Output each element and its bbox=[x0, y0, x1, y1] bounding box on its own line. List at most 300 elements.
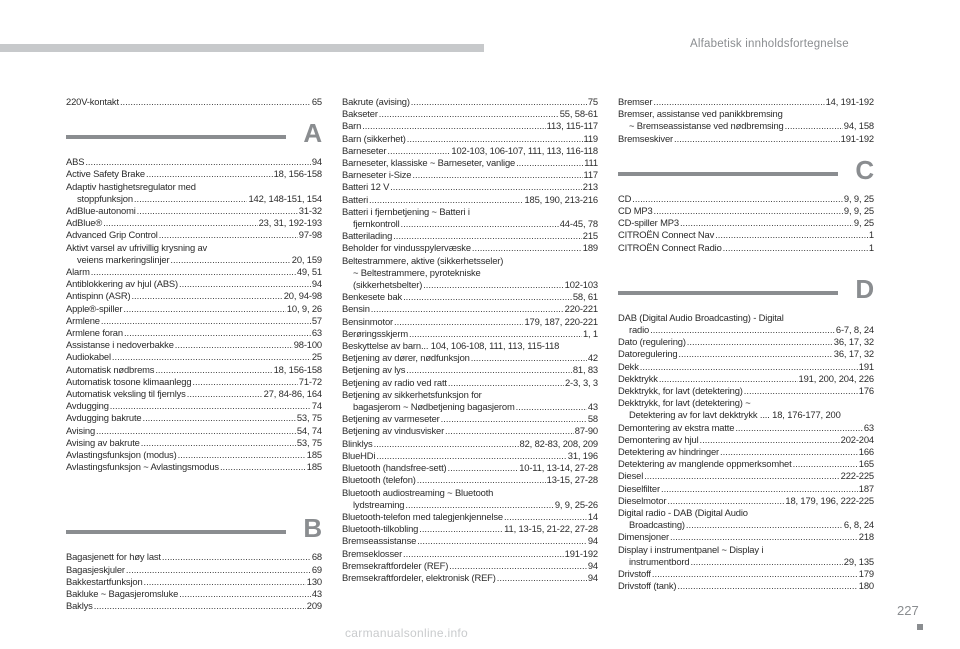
entry-text: Barneseter i-Size bbox=[342, 169, 412, 181]
dot-leader bbox=[632, 193, 843, 205]
index-entry: DAB (Digital Audio Broadcasting) - Digital bbox=[618, 311, 784, 323]
index-entry bbox=[66, 229, 322, 241]
index-entry bbox=[342, 108, 598, 120]
index-entry bbox=[66, 156, 322, 168]
index-entry bbox=[618, 96, 874, 108]
entry-text: Baklys bbox=[66, 600, 93, 612]
index-entry bbox=[342, 377, 598, 389]
dot-leader bbox=[371, 303, 564, 315]
index-entry bbox=[618, 229, 874, 241]
entry-pages: 185 bbox=[306, 449, 322, 461]
index-column-3 bbox=[618, 96, 874, 593]
entry-pages: 10-11, 13-14, 27-28 bbox=[519, 462, 598, 474]
index-entry bbox=[618, 324, 874, 336]
entry-text: Barn (sikkerhet) bbox=[342, 132, 406, 144]
dot-leader bbox=[653, 96, 824, 108]
index-entry: Batteri i fjernbetjening ~ Batteri i bbox=[342, 205, 470, 217]
entry-pages: 209 bbox=[306, 600, 322, 612]
entry-pages: 42 bbox=[587, 352, 598, 364]
index-entry bbox=[342, 560, 598, 572]
dot-leader bbox=[659, 373, 798, 385]
section-letter: D bbox=[855, 273, 874, 304]
index-entry bbox=[342, 194, 598, 206]
watermark: carmanualsonline.info bbox=[345, 626, 469, 640]
entry-pages: 166 bbox=[858, 446, 874, 458]
section-letter: A bbox=[303, 118, 322, 149]
index-entry bbox=[342, 535, 598, 547]
dot-leader bbox=[137, 205, 298, 217]
section-divider bbox=[66, 135, 286, 139]
index-entry bbox=[618, 580, 874, 592]
entry-pages: 187 bbox=[858, 482, 874, 494]
entry-text: Avising bbox=[66, 424, 96, 436]
dot-leader bbox=[110, 400, 311, 412]
entry-text: Dekktrykk, for lavt (detektering) bbox=[618, 385, 743, 397]
entry-pages: 6, 8, 24 bbox=[843, 519, 874, 531]
dot-leader bbox=[192, 376, 297, 388]
entry-group bbox=[618, 96, 874, 145]
entry-pages: 1 bbox=[868, 241, 874, 253]
entry-text: Bluetooth (telefon) bbox=[342, 474, 416, 486]
entry-text: Dieselmotor bbox=[618, 494, 667, 506]
dot-leader bbox=[403, 548, 564, 560]
entry-group bbox=[618, 193, 874, 254]
dot-leader bbox=[407, 133, 583, 145]
entry-group bbox=[66, 551, 322, 612]
entry-text: instrumentbord bbox=[629, 555, 690, 567]
index-entry bbox=[66, 339, 322, 351]
section-divider bbox=[66, 530, 286, 534]
entry-text: veiens markeringslinjer bbox=[77, 253, 170, 265]
dot-leader bbox=[103, 217, 257, 229]
index-column-2 bbox=[342, 96, 598, 584]
entry-pages: 68 bbox=[311, 551, 322, 563]
entry-pages: 20, 94-98 bbox=[283, 290, 322, 302]
index-entry bbox=[618, 434, 874, 446]
entry-pages: 74 bbox=[311, 400, 322, 412]
entry-pages: 54, 74 bbox=[296, 424, 322, 436]
entry-group bbox=[66, 156, 322, 473]
entry-text: Batteri bbox=[342, 193, 369, 205]
entry-pages: 9, 9, 25-26 bbox=[554, 498, 598, 510]
entry-pages: 1 bbox=[868, 229, 874, 241]
dot-leader bbox=[91, 266, 296, 278]
index-entry bbox=[66, 437, 322, 449]
index-entry bbox=[618, 373, 874, 385]
entry-text: Bremsekraftfordeler, elektronisk (REF) bbox=[342, 571, 496, 583]
entry-pages: 25 bbox=[311, 351, 322, 363]
index-entry bbox=[342, 511, 598, 523]
index-entry bbox=[342, 218, 598, 230]
index-entry bbox=[66, 351, 322, 363]
dot-leader bbox=[700, 434, 840, 446]
entry-pages: 9, 9, 25 bbox=[843, 205, 874, 217]
index-entry bbox=[66, 290, 322, 302]
entry-pages: 102-103 bbox=[564, 279, 598, 291]
entry-text: CITROËN Connect Nav bbox=[618, 229, 715, 241]
entry-pages: 97-98 bbox=[298, 229, 322, 241]
entry-pages: 191 bbox=[858, 360, 874, 372]
index-entry bbox=[66, 388, 322, 400]
index-entry bbox=[66, 461, 322, 473]
index-entry bbox=[342, 328, 598, 340]
entry-pages: 23, 31, 192-193 bbox=[258, 217, 322, 229]
entry-text: Betjening av varmeseter bbox=[342, 413, 440, 425]
entry-text: Bremser bbox=[618, 96, 653, 107]
dot-leader bbox=[141, 437, 296, 449]
dot-leader bbox=[445, 425, 574, 437]
entry-pages: 27, 84-86, 164 bbox=[263, 388, 322, 400]
index-entry bbox=[618, 422, 874, 434]
entry-pages: 63 bbox=[311, 327, 322, 339]
entry-pages: 75 bbox=[587, 96, 598, 107]
entry-pages: 119 bbox=[583, 132, 598, 144]
entry-pages: 98-100 bbox=[293, 339, 322, 351]
dot-leader bbox=[126, 564, 311, 576]
entry-text: Demontering av hjul bbox=[618, 433, 699, 445]
entry-text: CD-spiller MP3 bbox=[618, 217, 679, 229]
index-entry bbox=[618, 470, 874, 482]
entry-text: Bluetooth (handsfree-sett) bbox=[342, 462, 447, 474]
entry-pages: 82, 82-83, 208, 209 bbox=[519, 437, 598, 449]
index-entry bbox=[618, 519, 874, 531]
entry-pages: 31-32 bbox=[298, 205, 322, 217]
dot-leader bbox=[720, 446, 858, 458]
entry-pages: 10, 9, 26 bbox=[286, 302, 322, 314]
index-entry bbox=[342, 499, 598, 511]
entry-pages: 53, 75 bbox=[296, 436, 322, 448]
entry-text: Bremseklosser bbox=[342, 547, 403, 559]
entry-text: Dieselfilter bbox=[618, 482, 660, 494]
entry-pages: 9, 9, 25 bbox=[843, 192, 874, 204]
entry-text: Detektering av hindringer bbox=[618, 446, 719, 458]
dot-leader bbox=[723, 242, 868, 254]
index-entry bbox=[342, 120, 598, 132]
entry-pages: 44-45, 78 bbox=[559, 218, 598, 230]
index-entry bbox=[618, 336, 874, 348]
dot-leader bbox=[134, 193, 248, 205]
index-entry bbox=[66, 400, 322, 412]
index-entry: Bremser, assistanse ved panikkbremsing bbox=[618, 108, 783, 120]
entry-pages: 165 bbox=[858, 458, 874, 470]
dot-leader bbox=[179, 278, 311, 290]
dot-leader bbox=[390, 181, 582, 193]
entry-pages: 9, 25 bbox=[853, 217, 874, 229]
entry-pages: 142, 148-151, 154 bbox=[248, 192, 322, 204]
entry-pages: 94, 158 bbox=[843, 120, 874, 132]
index-entry bbox=[66, 96, 322, 108]
entry-pages: 14, 191-192 bbox=[825, 96, 874, 107]
entry-text: AdBlue-autonomi bbox=[66, 205, 136, 217]
entry-pages: 218 bbox=[858, 531, 874, 543]
entry-pages: 55, 58-61 bbox=[559, 108, 598, 120]
entry-pages: 81, 83 bbox=[572, 364, 598, 376]
index-entry bbox=[618, 217, 874, 229]
entry-text: Bakkestartfunksjon bbox=[66, 575, 143, 587]
entry-pages: 53, 75 bbox=[296, 412, 322, 424]
dot-leader bbox=[419, 523, 503, 535]
entry-pages: 1, 1 bbox=[582, 327, 598, 339]
dot-leader bbox=[504, 511, 587, 523]
index-entry bbox=[618, 361, 874, 373]
dot-leader bbox=[652, 568, 858, 580]
dot-leader bbox=[85, 156, 311, 168]
index-entry bbox=[66, 449, 322, 461]
entry-text: Active Safety Brake bbox=[66, 168, 145, 180]
index-entry bbox=[66, 303, 322, 315]
section-header-a bbox=[66, 118, 322, 152]
dot-leader bbox=[179, 588, 311, 600]
section-letter: B bbox=[303, 513, 322, 544]
entry-pages: 191, 200, 204, 226 bbox=[798, 372, 874, 384]
entry-pages: 185, 190, 213-216 bbox=[524, 193, 598, 205]
entry-pages: 18, 156-158 bbox=[273, 363, 322, 375]
index-entry bbox=[618, 458, 874, 470]
index-entry: Display i instrumentpanel ~ Display i bbox=[618, 543, 764, 555]
dot-leader bbox=[735, 422, 863, 434]
entry-text: Avlastingsfunksjon ~ Avlastingsmodus bbox=[66, 461, 219, 473]
dot-leader bbox=[785, 120, 843, 132]
dot-leader bbox=[687, 336, 833, 348]
dot-leader bbox=[401, 218, 559, 230]
section-divider bbox=[618, 172, 838, 176]
entry-text: Benkesete bak bbox=[342, 291, 403, 303]
dot-leader bbox=[123, 303, 285, 315]
dot-leader bbox=[670, 531, 858, 543]
dot-leader bbox=[162, 551, 311, 563]
entry-text: Bluetooth-tilkobling bbox=[342, 523, 419, 535]
dot-leader bbox=[94, 600, 306, 612]
dot-leader bbox=[362, 120, 545, 132]
dot-leader bbox=[374, 438, 519, 450]
entry-text: lydstreaming bbox=[353, 498, 405, 510]
dot-leader bbox=[155, 364, 272, 376]
index-entry bbox=[342, 291, 598, 303]
dot-leader bbox=[650, 324, 835, 336]
dot-leader bbox=[441, 413, 587, 425]
entry-pages: 179 bbox=[858, 568, 874, 580]
index-entry bbox=[66, 364, 322, 376]
dot-leader bbox=[423, 279, 563, 291]
dot-leader bbox=[403, 291, 572, 303]
entry-text: Dekk bbox=[618, 360, 639, 372]
entry-text: Diesel bbox=[618, 470, 644, 482]
entry-pages: 11, 13-15, 21-22, 27-28 bbox=[504, 523, 598, 535]
index-entry: Beltestrammere, aktive (sikkerhetsseler) bbox=[342, 254, 504, 266]
entry-text: Dekktrykk bbox=[618, 372, 658, 384]
entry-group bbox=[618, 312, 874, 593]
index-entry: Beskyttelse av barn... 104, 106-108, 111, 113, 115-118 bbox=[342, 340, 560, 352]
index-entry bbox=[342, 157, 598, 169]
entry-text: Drivstoff bbox=[618, 568, 651, 580]
dot-leader bbox=[644, 470, 839, 482]
entry-pages: 222-225 bbox=[840, 470, 874, 482]
section-letter: C bbox=[855, 154, 874, 185]
index-entry bbox=[342, 548, 598, 560]
index-entry bbox=[342, 181, 598, 193]
entry-text: Bensin bbox=[342, 303, 370, 315]
index-entry bbox=[618, 120, 874, 132]
index-entry bbox=[618, 568, 874, 580]
entry-pages: 191-192 bbox=[840, 132, 874, 144]
index-entry bbox=[66, 412, 322, 424]
entry-text: Drivstoff (tank) bbox=[618, 580, 677, 592]
index-entry bbox=[618, 556, 874, 568]
dot-leader bbox=[124, 327, 311, 339]
entry-text: Avlastingsfunksjon (modus) bbox=[66, 449, 177, 461]
entry-pages: 215 bbox=[582, 230, 598, 242]
index-entry bbox=[342, 450, 598, 462]
entry-pages: 58, 61 bbox=[572, 291, 598, 303]
entry-pages: 176 bbox=[858, 385, 874, 397]
entry-text: Avising av bakrute bbox=[66, 436, 140, 448]
dot-leader bbox=[379, 108, 559, 120]
entry-pages: 94 bbox=[311, 156, 322, 168]
entry-text: Dimensjoner bbox=[618, 531, 669, 543]
dot-leader bbox=[744, 385, 858, 397]
entry-text: Automatisk nødbrems bbox=[66, 363, 155, 375]
entry-text: radio bbox=[629, 324, 650, 336]
entry-pages: 87-90 bbox=[574, 425, 598, 437]
index-entry: ~ Beltestrammere, pyrotekniske bbox=[353, 266, 481, 278]
entry-text: Assistanse i nedoverbakke bbox=[66, 339, 174, 351]
entry-pages: 13-15, 27-28 bbox=[546, 474, 598, 486]
index-entry bbox=[342, 462, 598, 474]
entry-text: CITROËN Connect Radio bbox=[618, 241, 722, 253]
index-entry bbox=[618, 133, 874, 145]
index-entry bbox=[342, 169, 598, 181]
entry-pages: 111 bbox=[584, 157, 598, 169]
entry-text: Bakseter bbox=[342, 108, 378, 120]
entry-text: fjernkontroll bbox=[353, 218, 400, 230]
entry-pages: 49, 51 bbox=[296, 266, 322, 278]
index-column-1 bbox=[66, 96, 322, 613]
entry-pages: 213 bbox=[582, 181, 598, 193]
entry-text: Batteri 12 V bbox=[342, 181, 390, 193]
entry-text: Bremseassistanse bbox=[342, 535, 417, 547]
dot-leader bbox=[376, 450, 566, 462]
dot-leader bbox=[175, 339, 293, 351]
header-bar bbox=[0, 44, 484, 52]
index-entry bbox=[342, 96, 598, 108]
entry-group bbox=[66, 96, 322, 108]
index-entry bbox=[342, 230, 598, 242]
index-entry bbox=[342, 316, 598, 328]
dot-leader bbox=[667, 495, 784, 507]
dot-leader bbox=[448, 377, 564, 389]
entry-pages: 94 bbox=[587, 571, 598, 583]
entry-text: Demontering av ekstra matte bbox=[618, 421, 735, 433]
entry-pages: 179, 187, 220-221 bbox=[524, 315, 598, 327]
entry-pages: 117 bbox=[583, 169, 598, 181]
entry-pages: 189 bbox=[582, 242, 598, 254]
dot-leader bbox=[131, 290, 282, 302]
index-entry bbox=[66, 576, 322, 588]
entry-text: stoppfunksjon bbox=[77, 192, 133, 204]
entry-pages: 185 bbox=[306, 461, 322, 473]
index-entry bbox=[342, 438, 598, 450]
entry-pages: 36, 17, 32 bbox=[833, 336, 874, 348]
section-divider bbox=[618, 291, 838, 295]
entry-text: Betjening av dører, nødfunksjon bbox=[342, 352, 470, 364]
index-entry bbox=[66, 217, 322, 229]
entry-text: Bagasjeskjuler bbox=[66, 563, 125, 575]
index-entry bbox=[66, 168, 322, 180]
page-marker bbox=[917, 624, 923, 630]
dot-leader bbox=[101, 315, 311, 327]
entry-pages: 220-221 bbox=[564, 303, 598, 315]
dot-leader bbox=[409, 328, 582, 340]
dot-leader bbox=[220, 461, 306, 473]
entry-pages: 102-103, 106-107, 111, 113, 116-118 bbox=[451, 144, 598, 156]
index-entry bbox=[342, 145, 598, 157]
index-entry bbox=[342, 401, 598, 413]
entry-text: Bakluke ~ Bagasjeromsluke bbox=[66, 588, 179, 600]
entry-pages: 130 bbox=[306, 575, 322, 587]
dot-leader bbox=[159, 229, 298, 241]
entry-text: Barn bbox=[342, 120, 362, 132]
entry-text: Batterilading bbox=[342, 230, 393, 242]
dot-leader bbox=[120, 96, 311, 108]
dot-leader bbox=[448, 462, 519, 474]
index-entry bbox=[342, 364, 598, 376]
entry-pages: 71-72 bbox=[298, 375, 322, 387]
index-entry bbox=[342, 572, 598, 584]
index-entry bbox=[66, 600, 322, 612]
entry-group bbox=[342, 96, 598, 584]
index-entry bbox=[342, 523, 598, 535]
index-entry: Betjening av sikkerhetsfunksjon for bbox=[342, 388, 482, 400]
dot-leader bbox=[406, 364, 572, 376]
entry-text: Advanced Grip Control bbox=[66, 229, 158, 241]
dot-leader bbox=[674, 133, 840, 145]
entry-text: Automatisk veksling til fjernlys bbox=[66, 388, 186, 400]
entry-pages: 202-204 bbox=[840, 433, 874, 445]
index-entry bbox=[66, 564, 322, 576]
entry-pages: 57 bbox=[311, 314, 322, 326]
entry-text: Audiokabel bbox=[66, 351, 111, 363]
entry-text: ~ Bremseassistanse ved nødbremsing bbox=[629, 120, 784, 132]
dot-leader bbox=[393, 230, 582, 242]
dot-leader bbox=[497, 572, 587, 584]
entry-text: Blinklys bbox=[342, 437, 373, 449]
dot-leader bbox=[640, 361, 858, 373]
entry-text: Antispinn (ASR) bbox=[66, 290, 131, 302]
section-header-d bbox=[618, 273, 874, 308]
entry-pages: 6-7, 8, 24 bbox=[835, 324, 874, 336]
section-header-c bbox=[618, 154, 874, 189]
entry-pages: 65 bbox=[311, 96, 322, 107]
entry-text: Broadcasting) bbox=[629, 519, 685, 531]
entry-text: Avdugging bbox=[66, 400, 109, 412]
entry-text: BlueHDi bbox=[342, 449, 376, 461]
dot-leader bbox=[449, 560, 587, 572]
section-header-b bbox=[66, 513, 322, 547]
index-entry bbox=[66, 588, 322, 600]
index-entry: Digital radio - DAB (Digital Audio bbox=[618, 507, 748, 519]
index-entry bbox=[342, 242, 598, 254]
entry-pages: 94 bbox=[311, 278, 322, 290]
entry-text: (sikkerhetsbelter) bbox=[353, 279, 423, 291]
index-entry bbox=[618, 531, 874, 543]
index-entry bbox=[618, 446, 874, 458]
dot-leader bbox=[387, 145, 450, 157]
entry-text: Bensinmotor bbox=[342, 315, 393, 327]
index-entry bbox=[66, 376, 322, 388]
entry-text: Bagasjenett for høy last bbox=[66, 551, 161, 563]
entry-text: Barneseter, klassiske ~ Barneseter, vanlige bbox=[342, 157, 516, 169]
dot-leader bbox=[187, 388, 263, 400]
